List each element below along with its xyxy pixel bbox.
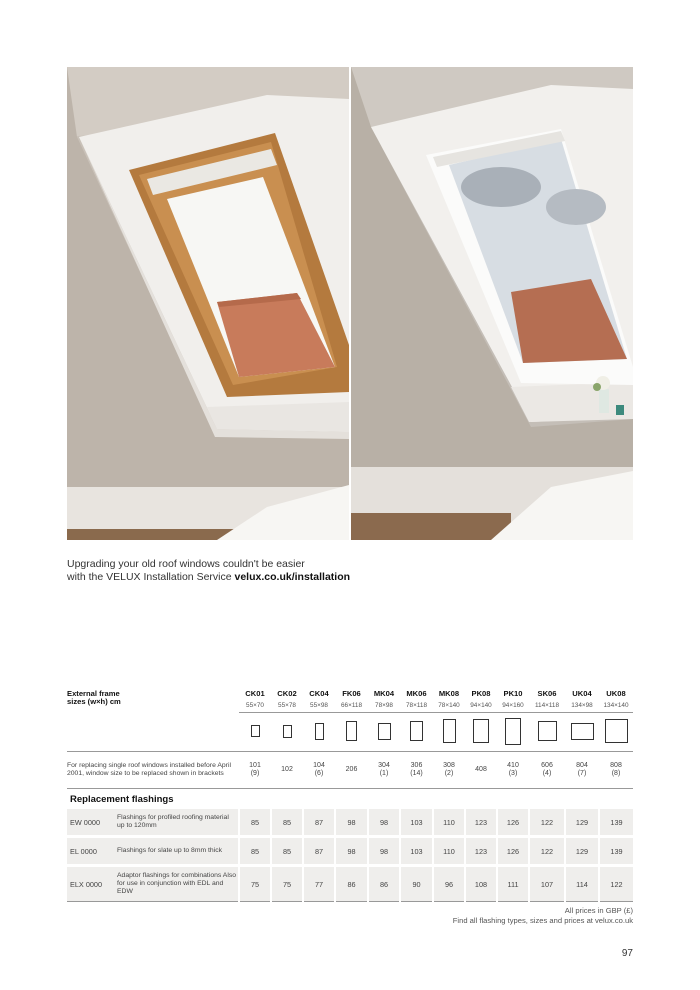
flashing-description: Adaptor flashings for combinations Also for use in conjunction with EDL and EDW: [117, 867, 239, 902]
column-code: MK06: [406, 689, 427, 698]
flashing-price: 87: [303, 809, 335, 835]
flashing-price: 85: [271, 809, 303, 835]
flashing-price: 111: [497, 867, 529, 902]
column-size: 134×140: [599, 698, 633, 713]
flashing-price: 85: [239, 838, 271, 864]
replacement-size: 804 (7): [576, 762, 588, 777]
replacement-size: 304 (1): [378, 762, 390, 777]
flashing-price: 86: [368, 867, 400, 902]
flashing-price: 129: [565, 838, 599, 864]
column-code: MK04: [373, 689, 395, 698]
flashing-code: ELX 0000: [67, 867, 117, 902]
column-size: 94×140: [465, 698, 497, 713]
replacement-size: 408: [475, 766, 487, 773]
window-size-icon: [605, 719, 628, 743]
window-size-icon: [315, 723, 324, 740]
flashing-price: 85: [239, 809, 271, 835]
column-code: MK08: [438, 689, 460, 698]
website-note: Find all flashing types, sizes and prices at velux.co.uk: [452, 916, 633, 925]
flashing-price: 75: [239, 867, 271, 902]
caption-line-1: Upgrading your old roof windows couldn't be easier: [67, 558, 305, 570]
flashing-price: 98: [335, 809, 368, 835]
window-size-icon: [538, 721, 557, 741]
replacement-size: 306 (14): [410, 762, 423, 777]
column-size: 55×78: [271, 698, 303, 713]
flashing-price: 103: [400, 809, 433, 835]
flashing-price: 139: [599, 809, 633, 835]
flashing-price: 126: [497, 838, 529, 864]
column-size: 55×70: [239, 698, 271, 713]
flashing-code: EL 0000: [67, 838, 117, 864]
column-code: CK02: [277, 689, 297, 698]
window-size-icon: [443, 719, 456, 743]
flashing-row: [67, 867, 633, 902]
flashing-price: 90: [400, 867, 433, 902]
window-size-icon: [251, 725, 260, 737]
flashing-price: 98: [368, 838, 400, 864]
flashing-price: 103: [400, 838, 433, 864]
flashing-price: 98: [368, 809, 400, 835]
frame-size-label: External frame sizes (w×h) cm: [67, 689, 121, 707]
flashing-price: 123: [465, 809, 497, 835]
installation-link[interactable]: velux.co.uk/installation: [234, 571, 351, 583]
replacement-size: 308 (2): [443, 762, 455, 777]
flashing-price: 114: [565, 867, 599, 902]
column-size: 78×140: [433, 698, 465, 713]
window-size-icon: [473, 719, 489, 743]
column-size: 94×160: [497, 698, 529, 713]
column-size: 114×118: [529, 698, 565, 713]
photo-old-roof-window: [67, 67, 349, 540]
flashing-description: Flashings for profiled roofing material up to 120mm: [117, 809, 239, 835]
flashing-price: 126: [497, 809, 529, 835]
flashing-price: 107: [529, 867, 565, 902]
flashing-code: EW 0000: [67, 809, 117, 835]
column-size: 78×98: [368, 698, 400, 713]
window-size-icon: [410, 721, 423, 741]
column-code: SK06: [537, 689, 557, 698]
column-code: PK10: [503, 689, 523, 698]
flashing-price: 122: [529, 809, 565, 835]
flashing-price: 86: [335, 867, 368, 902]
window-size-icon: [571, 723, 594, 740]
caption-line-2: with the VELUX Installation Service: [67, 571, 235, 583]
flashing-price: 96: [433, 867, 465, 902]
column-size: 55×98: [303, 698, 335, 713]
replacement-size: 808 (8): [610, 762, 622, 777]
column-size: 78×118: [400, 698, 433, 713]
page-number: 97: [621, 948, 633, 959]
section-title-replacement-flashings: Replacement flashings: [67, 789, 633, 810]
photo-caption: [67, 558, 350, 584]
flashing-row: [67, 809, 633, 835]
window-size-icon: [505, 718, 521, 745]
replacement-size: 104 (6): [313, 762, 325, 777]
flashing-price: 75: [271, 867, 303, 902]
column-code: UK08: [606, 689, 626, 698]
window-size-icon: [346, 721, 357, 741]
column-code: CK01: [245, 689, 265, 698]
flashing-price: 129: [565, 809, 599, 835]
column-size: 66×118: [335, 698, 368, 713]
price-notes: [453, 906, 633, 926]
column-code: CK04: [309, 689, 329, 698]
replacement-note: For replacing single roof windows installed before April 2001, window size to be replaced shown in brackets: [67, 762, 231, 777]
flashing-price: 108: [465, 867, 497, 902]
flashing-price: 122: [599, 867, 633, 902]
replacement-size: 102: [281, 766, 293, 773]
flashing-price: 122: [529, 838, 565, 864]
flashing-price: 77: [303, 867, 335, 902]
flashing-price: 87: [303, 838, 335, 864]
currency-note: All prices in GBP (£): [564, 906, 633, 915]
flashing-row: [67, 838, 633, 864]
flashing-price: 110: [433, 809, 465, 835]
flashing-price: 110: [433, 838, 465, 864]
column-code: UK04: [572, 689, 592, 698]
flashing-price: 98: [335, 838, 368, 864]
flashing-price: 139: [599, 838, 633, 864]
column-code: FK06: [342, 689, 361, 698]
window-size-icon: [378, 723, 391, 740]
replacement-size: 606 (4): [541, 762, 553, 777]
replacement-size: 101 (9): [249, 762, 261, 777]
column-code: PK08: [471, 689, 491, 698]
flashing-price: 85: [271, 838, 303, 864]
column-size: 134×98: [565, 698, 599, 713]
window-size-icon: [283, 725, 292, 738]
replacement-size: 410 (3): [507, 762, 519, 777]
flashing-description: Flashings for slate up to 8mm thick: [117, 838, 239, 864]
flashing-price: 123: [465, 838, 497, 864]
photo-new-roof-window: [351, 67, 633, 540]
replacement-size: 206: [345, 766, 358, 773]
flashings-price-table: [67, 684, 633, 902]
